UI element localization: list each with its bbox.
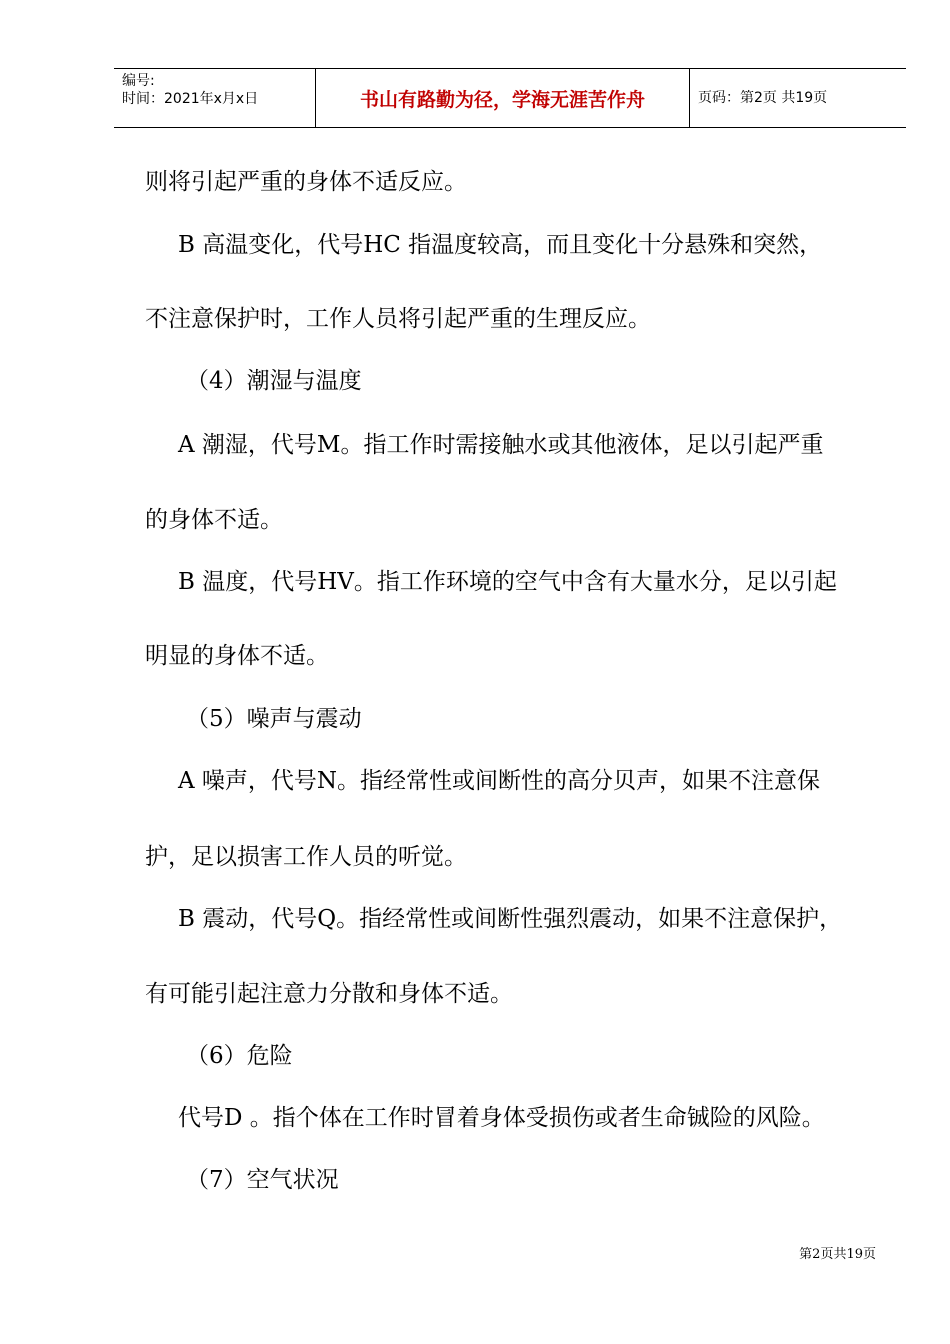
section-heading: （4）潮湿与温度 xyxy=(186,368,362,394)
body-line: 护，足以损害工作人员的听觉。 xyxy=(145,844,467,870)
body-line: A 潮湿，代号M。指工作时需接触水或其他液体，足以引起严重 xyxy=(178,432,824,458)
header-motto: 书山有路勤为径，学海无涯苦作舟 xyxy=(359,88,645,111)
body-line: 明显的身体不适。 xyxy=(145,643,329,669)
body-line: 代号D 。指个体在工作时冒着身体受损伤或者生命铖险的风险。 xyxy=(178,1105,825,1131)
footer-page-number: 第2页共19页 xyxy=(799,1247,876,1262)
section-heading: （7）空气状况 xyxy=(186,1167,339,1193)
body-line: 不注意保护时，工作人员将引起严重的生理反应。 xyxy=(145,306,651,332)
document-date-label: 时间：2021年x月x日 xyxy=(122,91,259,107)
document-number-label: 编号: xyxy=(122,73,155,89)
header-page-cell xyxy=(690,69,906,127)
body-line: 则将引起严重的身体不适反应。 xyxy=(145,169,467,195)
body-line: B 高温变化，代号HC 指温度较高，而且变化十分悬殊和突然， xyxy=(178,232,823,258)
body-line: B 温度，代号HV。指工作环境的空气中含有大量水分，足以引起 xyxy=(178,569,837,595)
section-heading: （5）噪声与震动 xyxy=(186,706,362,732)
header-meta-cell xyxy=(114,69,316,127)
body-line: B 震动，代号Q。指经常性或间断性强烈震动，如果不注意保护， xyxy=(178,906,843,932)
body-line: 有可能引起注意力分散和身体不适。 xyxy=(145,981,513,1007)
page-header xyxy=(114,68,906,128)
body-line: A 噪声，代号N。指经常性或间断性的高分贝声，如果不注意保 xyxy=(178,768,821,794)
header-motto-cell xyxy=(316,69,690,127)
section-heading: （6）危险 xyxy=(186,1043,293,1069)
header-page-number: 页码：第2页 共19页 xyxy=(698,90,828,106)
body-line: 的身体不适。 xyxy=(145,507,283,533)
